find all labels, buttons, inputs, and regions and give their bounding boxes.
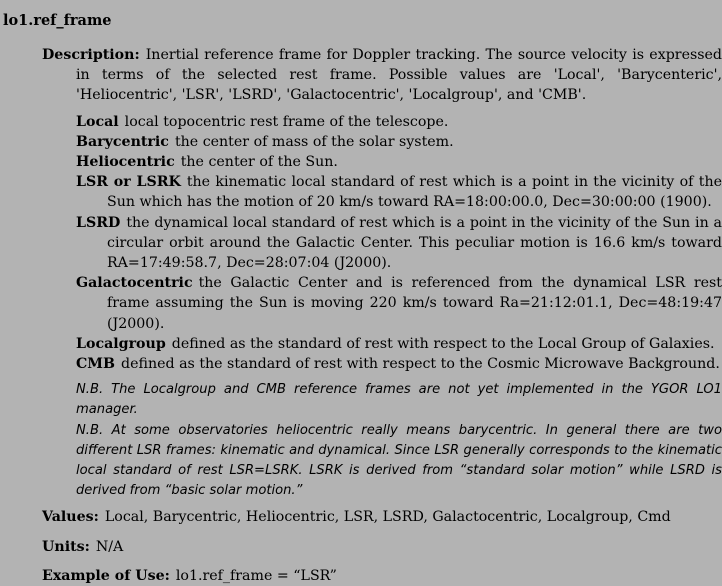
frame-term: Localgroup <box>76 335 166 352</box>
frame-term: CMB <box>76 356 115 373</box>
description-label: Description: <box>42 47 140 63</box>
frame-item-lsr <box>0 172 722 212</box>
values-text: Local, Barycentric, Heliocentric, LSR, LSRD, Galactocentric, Localgroup, Cmd <box>104 509 671 526</box>
description-entry <box>0 45 722 106</box>
frame-definition: the Galactic Center and is referenced from the dynamical LSR rest frame assuming the Sun is moving 220 km/s toward Ra=21:12:01.1, Dec=48:19:47 (J2000). <box>107 275 722 332</box>
frame-definition: the center of the Sun. <box>180 154 338 171</box>
parameter-body <box>0 45 722 586</box>
frame-term: Barycentric <box>76 133 169 150</box>
frame-definition: local topocentric rest frame of the telescope. <box>124 113 449 130</box>
values-label: Values: <box>42 509 99 526</box>
frame-item-heliocentric <box>0 152 722 172</box>
frame-term: LSRD <box>76 214 121 231</box>
frame-item-cmb <box>0 354 722 374</box>
frame-term: Local <box>76 113 119 130</box>
frame-item-lsrd <box>0 213 722 274</box>
frame-item-galactocentric <box>0 273 722 334</box>
note-not-implemented: N.B. The Localgroup and CMB reference frames are not yet implemented in the YGOR LO1 manager. <box>76 382 722 418</box>
frame-definition: the dynamical local standard of rest which is a point in the vicinity of the Sun in a circular orbit around the Galactic Center. This peculiar motion is 16.6 km/s toward RA=17:49:58.7, Dec=28:07:04 (J2000). <box>107 214 722 272</box>
example-text: lo1.ref_frame = “LSR” <box>175 567 337 584</box>
example-label: Example of Use: <box>42 567 170 584</box>
frame-item-local <box>0 112 722 132</box>
parameter-title: lo1.ref_frame <box>3 12 112 29</box>
frame-term: Galactocentric <box>76 275 193 292</box>
values-entry <box>0 507 722 527</box>
frame-definition: the center of mass of the solar system. <box>174 133 454 150</box>
description-text: Inertial reference frame for Doppler tracking. The source velocity is expressed in terms of the selected rest frame. Possible values are 'Local', 'Barycenteric', 'Heliocentric', 'LSR', 'LSRD', 'Galactocentric', 'Localgroup', and 'CMB'. <box>76 47 722 104</box>
frame-term: Heliocentric <box>76 154 175 171</box>
frame-list <box>0 112 722 375</box>
frame-definition: defined as the standard of rest with respect to the Local Group of Galaxies. <box>171 335 715 352</box>
frame-definition: the kinematic local standard of rest which is a point in the vicinity of the Sun which has the motion of 20 km/s toward RA=18:00:00.0, Dec=30:00:00 (1900). <box>107 174 722 211</box>
units-text: N/A <box>95 538 124 555</box>
frame-item-localgroup <box>0 334 722 354</box>
units-entry <box>0 537 722 557</box>
frame-term: LSR or LSRK <box>76 174 181 191</box>
frame-definition: defined as the standard of rest with respect to the Cosmic Microwave Background. <box>121 356 720 373</box>
note-heliocentric: N.B. At some observatories heliocentric really means barycentric. In general there are two different LSR frames: kinematic and dynamical. Since LSR generally corresponds to the kinematic local standard of rest LSR=LSRK. LSRK is derived from “standard solar motion” while LSRD is derived from “basic solar motion.” <box>76 422 722 499</box>
example-entry <box>0 566 722 586</box>
frame-item-barycentric <box>0 132 722 152</box>
units-label: Units: <box>42 538 90 555</box>
